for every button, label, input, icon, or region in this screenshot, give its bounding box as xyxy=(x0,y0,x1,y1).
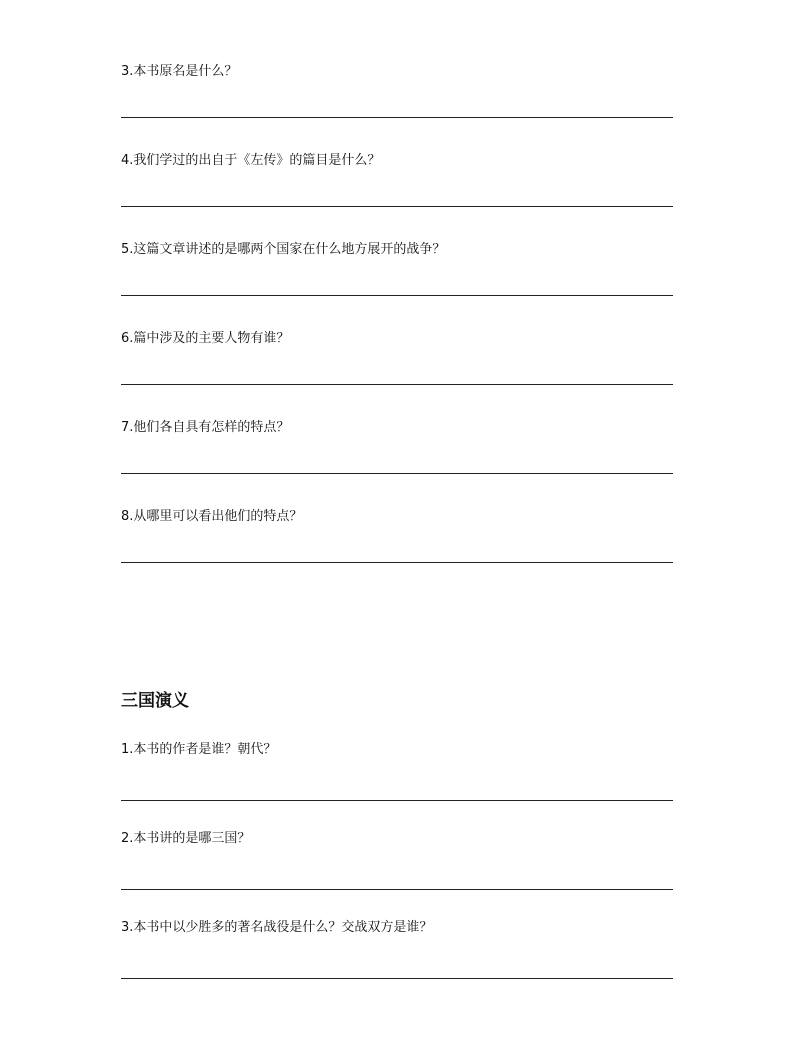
answer-line xyxy=(121,117,673,118)
answer-line xyxy=(121,384,673,385)
question-text: 3.本书中以少胜多的著名战役是什么？交战双方是谁？ xyxy=(121,920,433,935)
question-text: 5.这篇文章讲述的是哪两个国家在什么地方展开的战争？ xyxy=(121,242,446,257)
answer-line xyxy=(121,562,673,563)
question-item xyxy=(121,831,673,847)
question-item xyxy=(121,509,673,525)
question-text: 6.篇中涉及的主要人物有谁？ xyxy=(121,331,290,346)
question-text: 3.本书原名是什么？ xyxy=(121,64,238,79)
answer-line xyxy=(121,889,673,890)
answer-line xyxy=(121,473,673,474)
question-text: 4.我们学过的出自于《左传》的篇目是什么？ xyxy=(121,153,381,168)
question-item xyxy=(121,242,673,258)
question-text: 8.从哪里可以看出他们的特点？ xyxy=(121,509,303,524)
question-item xyxy=(121,920,673,936)
question-item xyxy=(121,153,673,169)
answer-line xyxy=(121,978,673,979)
question-text: 2.本书讲的是哪三国？ xyxy=(121,831,251,846)
question-text: 7.他们各自具有怎样的特点？ xyxy=(121,420,290,435)
question-item xyxy=(121,420,673,436)
question-text: 1.本书的作者是谁？朝代？ xyxy=(121,742,277,757)
question-item xyxy=(121,64,673,80)
answer-line xyxy=(121,800,673,801)
question-item xyxy=(121,331,673,347)
answer-line xyxy=(121,295,673,296)
answer-line xyxy=(121,206,673,207)
question-item xyxy=(121,742,673,758)
section-title: 三国演义 xyxy=(121,691,189,711)
